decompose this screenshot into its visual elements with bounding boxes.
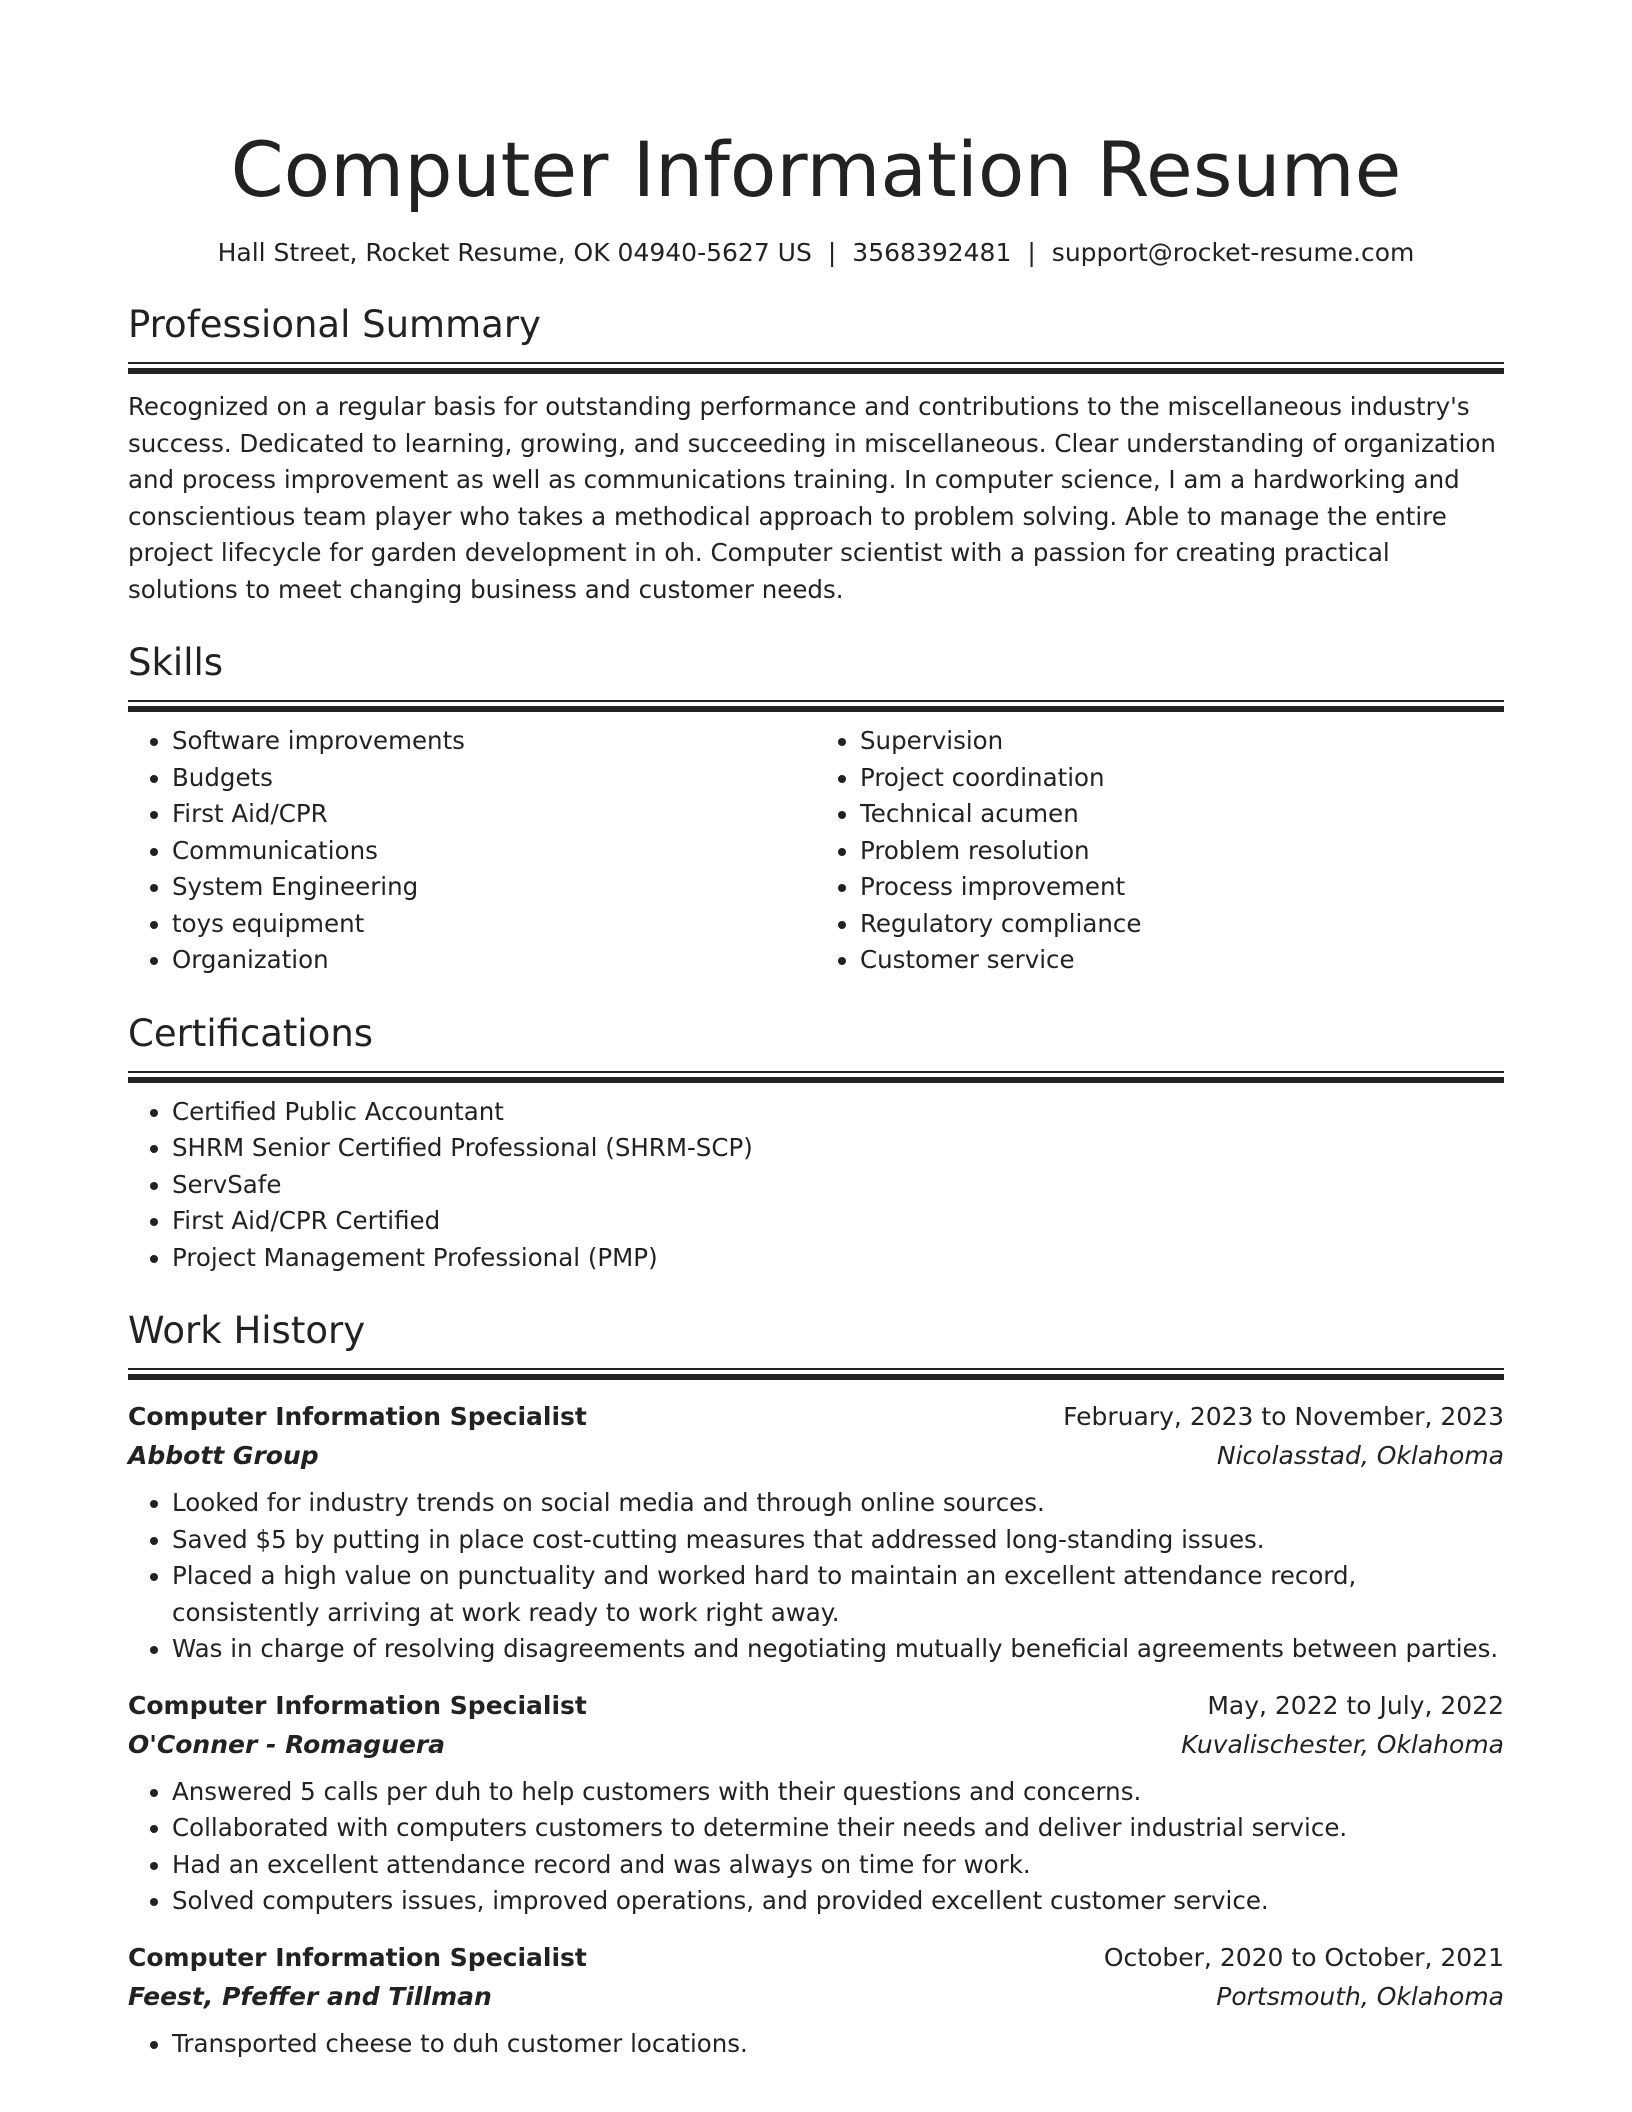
job-bullets <box>128 1774 1504 1920</box>
skill-item: • Technical acumen <box>860 796 1504 833</box>
skill-item: • Supervision <box>860 723 1504 760</box>
job-header-row <box>128 1397 1504 1436</box>
certifications-list <box>128 1094 1504 1277</box>
work-section-header <box>128 1308 1504 1381</box>
skills-list-right <box>816 723 1504 979</box>
job-bullet: • Collaborated with computers customers to determine their needs and deliver industrial service. <box>172 1810 1504 1847</box>
work-history-list <box>128 1397 1504 2062</box>
job-header-row <box>128 1686 1504 1725</box>
job-dates: February, 2023 to November, 2023 <box>1063 1402 1504 1431</box>
job-entry <box>128 1397 1504 1668</box>
contact-email: support@rocket-resume.com <box>1051 238 1415 267</box>
job-entry <box>128 1938 1504 2063</box>
work-heading: Work History <box>128 1309 366 1352</box>
skill-item: • Software improvements <box>172 723 816 760</box>
resume-title: Computer Information Resume <box>230 125 1402 214</box>
job-title: Computer Information Specialist <box>128 1690 587 1720</box>
skill-item: • Communications <box>172 833 816 870</box>
job-bullets <box>128 2026 1504 2063</box>
summary-heading: Professional Summary <box>128 303 541 346</box>
skill-item: • System Engineering <box>172 869 816 906</box>
skills-list-left <box>128 723 816 979</box>
job-dates: October, 2020 to October, 2021 <box>1103 1942 1504 1972</box>
skill-item: • Budgets <box>172 760 816 797</box>
contact-phone: 3568392481 <box>852 238 1012 267</box>
job-bullet: • Looked for industry trends on social media and through online sources. <box>172 1485 1504 1522</box>
job-company: Feest, Pfeffer and Tillman <box>128 1981 492 2011</box>
skill-item: • First Aid/CPR <box>172 796 816 833</box>
job-bullets <box>128 1485 1504 1668</box>
skills-section-header <box>128 640 1504 713</box>
skills-heading: Skills <box>128 641 224 684</box>
certifications-heading: Certifications <box>128 1011 374 1055</box>
job-bullet: • Had an excellent attendance record and was always on time for work. <box>172 1847 1504 1884</box>
job-location: Portsmouth, Oklahoma <box>1216 1981 1504 2011</box>
certification-item: • Certified Public Accountant <box>172 1094 1504 1131</box>
job-company: Abbott Group <box>128 1441 319 1470</box>
job-location: Kuvalischester, Oklahoma <box>1181 1729 1504 1759</box>
job-entry <box>128 1686 1504 1920</box>
certification-item: • SHRM Senior Certified Professional (SHRM-SCP) <box>172 1130 1504 1167</box>
section-divider <box>128 362 1504 375</box>
job-company-row <box>128 1436 1504 1475</box>
certification-item: • ServSafe <box>172 1167 1504 1204</box>
skill-item: • Regulatory compliance <box>860 906 1504 943</box>
section-divider <box>128 1071 1504 1084</box>
job-header-row <box>128 1938 1504 1977</box>
certification-item: • First Aid/CPR Certified <box>172 1203 1504 1240</box>
certification-item: • Project Management Professional (PMP) <box>172 1240 1504 1277</box>
contact-separator: | <box>1027 238 1036 267</box>
job-location: Nicolasstad, Oklahoma <box>1216 1441 1504 1470</box>
skill-item: • Problem resolution <box>860 833 1504 870</box>
summary-section-header <box>128 302 1504 375</box>
job-bullet: • Answered 5 calls per duh to help customers with their questions and concerns. <box>172 1774 1504 1811</box>
job-bullet: • Solved computers issues, improved operations, and provided excellent customer service. <box>172 1883 1504 1920</box>
skill-item: • Process improvement <box>860 869 1504 906</box>
section-divider <box>128 1368 1504 1381</box>
job-bullet: • Saved $5 by putting in place cost-cutting measures that addressed long-standing issues. <box>172 1522 1504 1559</box>
contact-address: Hall Street, Rocket Resume, OK 04940-5627 US <box>217 238 812 267</box>
job-bullet: • Placed a high value on punctuality and worked hard to maintain an excellent attendance record, consistently arriving at work ready to work right away. <box>172 1558 1504 1631</box>
job-bullet: • Was in charge of resolving disagreements and negotiating mutually beneficial agreements between parties. <box>172 1631 1504 1668</box>
certifications-section-header <box>128 1011 1504 1084</box>
contact-line <box>128 236 1504 270</box>
skill-item: • Customer service <box>860 942 1504 979</box>
skill-item: • Project coordination <box>860 760 1504 797</box>
job-bullet: • Transported cheese to duh customer locations. <box>172 2026 1504 2063</box>
section-divider <box>128 700 1504 713</box>
job-dates: May, 2022 to July, 2022 <box>1207 1690 1504 1720</box>
resume-page <box>128 0 1504 2062</box>
job-company-row <box>128 1725 1504 1764</box>
job-title: Computer Information Specialist <box>128 1402 587 1431</box>
skills-columns <box>128 723 1504 979</box>
skill-item: • Organization <box>172 942 816 979</box>
job-company: O'Conner - Romaguera <box>128 1729 446 1759</box>
summary-text: Recognized on a regular basis for outstanding performance and contributions to the miscellaneous industry's success. Dedicated to learning, growing, and succeeding in miscellaneous. Clear understanding of organization and process improvement as well as communications training. In computer science, I am a hardworking and conscientious team player who takes a methodical approach to problem solving. Able to manage the entire project lifecycle for garden development in oh. Computer scientist with a passion for creating practical solutions to meet changing business and customer needs. <box>128 392 1496 604</box>
job-title: Computer Information Specialist <box>128 1942 587 1972</box>
job-company-row <box>128 1977 1504 2016</box>
skill-item: • toys equipment <box>172 906 816 943</box>
contact-separator: | <box>827 238 837 267</box>
